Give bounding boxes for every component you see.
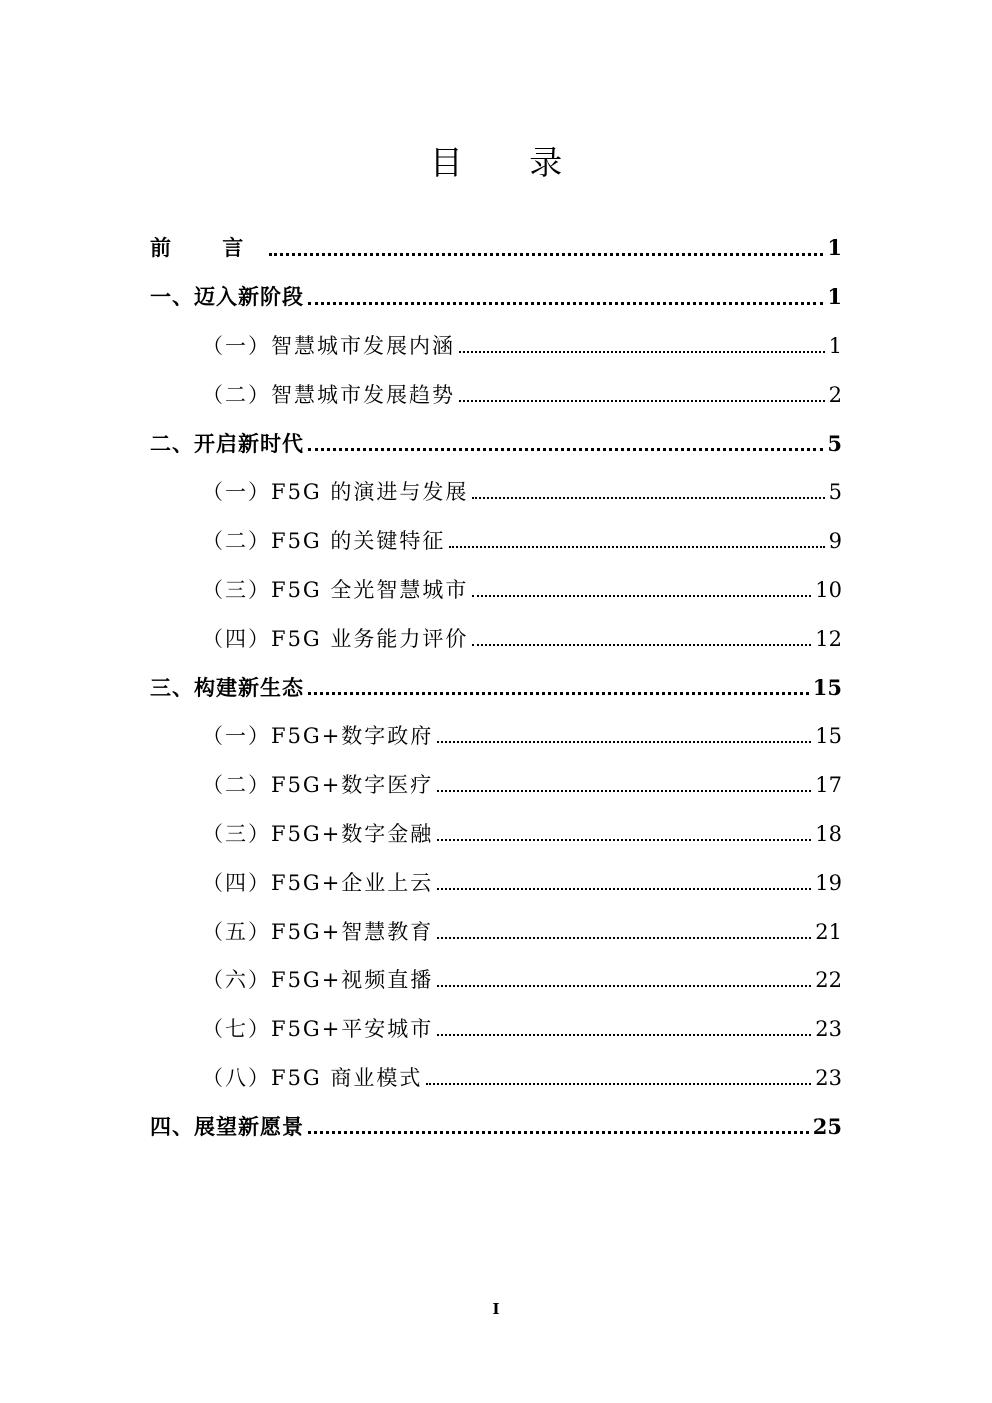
toc-entry-label: （八）F5G 商业模式 [202, 1065, 423, 1090]
toc-entry-label: （六）F5G+视频直播 [202, 968, 434, 993]
toc-entry-label: 四、展望新愿景 [150, 1113, 304, 1139]
toc-entry-page: 1 [828, 333, 842, 358]
toc-dot-leader [308, 448, 823, 451]
toc-entry-label: （五）F5G+智慧教育 [202, 919, 434, 944]
toc-entry-page: 10 [815, 577, 842, 602]
toc-entry-page: 17 [815, 773, 842, 798]
toc-entry-label: 二、开启新时代 [150, 430, 304, 456]
toc-dot-leader [437, 790, 811, 792]
toc-dot-leader [437, 937, 811, 939]
toc-chapter-entry[interactable] [150, 419, 842, 468]
toc-entry-page: 19 [815, 870, 842, 895]
toc-section-entry[interactable] [150, 614, 842, 663]
toc-section-entry[interactable] [150, 761, 842, 810]
toc-entry-page: 1 [827, 235, 842, 261]
toc-dot-leader [269, 253, 823, 256]
toc-dot-leader [437, 985, 811, 987]
toc-list [150, 224, 842, 1151]
toc-section-entry[interactable] [150, 517, 842, 566]
toc-dot-leader [459, 400, 825, 402]
toc-dot-leader [437, 888, 811, 890]
toc-section-entry[interactable] [150, 1054, 842, 1103]
toc-entry-label: 一、迈入新阶段 [150, 284, 304, 310]
toc-entry-label: 三、构建新生态 [150, 674, 304, 700]
toc-dot-leader [437, 839, 811, 841]
toc-chapter-entry[interactable] [150, 663, 842, 712]
toc-dot-leader [437, 1034, 811, 1036]
toc-entry-page: 23 [815, 1017, 842, 1042]
toc-entry-page: 5 [827, 430, 842, 456]
toc-entry-label: （一）F5G 的演进与发展 [202, 480, 469, 505]
toc-entry-page: 23 [815, 1065, 842, 1090]
toc-section-entry[interactable] [150, 322, 842, 371]
toc-section-entry[interactable] [150, 1005, 842, 1054]
toc-entry-page: 18 [815, 821, 842, 846]
toc-section-entry[interactable] [150, 956, 842, 1005]
toc-entry-label: （二）F5G+数字医疗 [202, 773, 434, 798]
toc-section-entry[interactable] [150, 370, 842, 419]
toc-entry-label: （二）F5G 的关键特征 [202, 529, 446, 554]
toc-section-entry[interactable] [150, 468, 842, 517]
toc-entry-label: （一）F5G+数字政府 [202, 724, 434, 749]
toc-entry-label: （三）F5G+数字金融 [202, 821, 434, 846]
toc-dot-leader [459, 351, 825, 353]
toc-entry-page: 21 [815, 919, 842, 944]
page-number: I [492, 1300, 500, 1318]
toc-dot-leader [437, 741, 811, 743]
toc-section-entry[interactable] [150, 566, 842, 615]
toc-entry-page: 25 [812, 1113, 842, 1139]
toc-entry-page: 15 [815, 724, 842, 749]
toc-entry-page: 22 [815, 968, 842, 993]
toc-entry-label: （一）智慧城市发展内涵 [202, 333, 455, 358]
toc-dot-leader [308, 692, 809, 695]
toc-dot-leader [426, 1083, 811, 1085]
toc-dot-leader [449, 546, 824, 548]
toc-entry-page: 9 [828, 529, 842, 554]
toc-section-entry[interactable] [150, 858, 842, 907]
toc-chapter-entry[interactable] [150, 224, 842, 273]
toc-entry-label: （四）F5G+企业上云 [202, 870, 434, 895]
toc-entry-label: （七）F5G+平安城市 [202, 1017, 434, 1042]
toc-chapter-entry[interactable] [150, 1102, 842, 1151]
toc-dot-leader [308, 1131, 809, 1134]
toc-dot-leader [308, 302, 823, 305]
toc-dot-leader [472, 595, 811, 597]
toc-entry-label: （二）智慧城市发展趋势 [202, 382, 455, 407]
toc-title: 目 录 [429, 143, 591, 183]
toc-entry-page: 15 [812, 674, 842, 700]
toc-section-entry[interactable] [150, 907, 842, 956]
toc-entry-label: 前 言 [150, 235, 266, 261]
toc-entry-label: （四）F5G 业务能力评价 [202, 626, 469, 651]
toc-entry-label: （三）F5G 全光智慧城市 [202, 577, 469, 602]
toc-section-entry[interactable] [150, 712, 842, 761]
toc-dot-leader [472, 497, 824, 499]
toc-entry-page: 12 [815, 626, 842, 651]
toc-entry-page: 5 [828, 480, 842, 505]
toc-entry-page: 1 [827, 284, 842, 310]
toc-entry-page: 2 [828, 382, 842, 407]
toc-chapter-entry[interactable] [150, 273, 842, 322]
toc-section-entry[interactable] [150, 810, 842, 859]
toc-dot-leader [472, 644, 811, 646]
